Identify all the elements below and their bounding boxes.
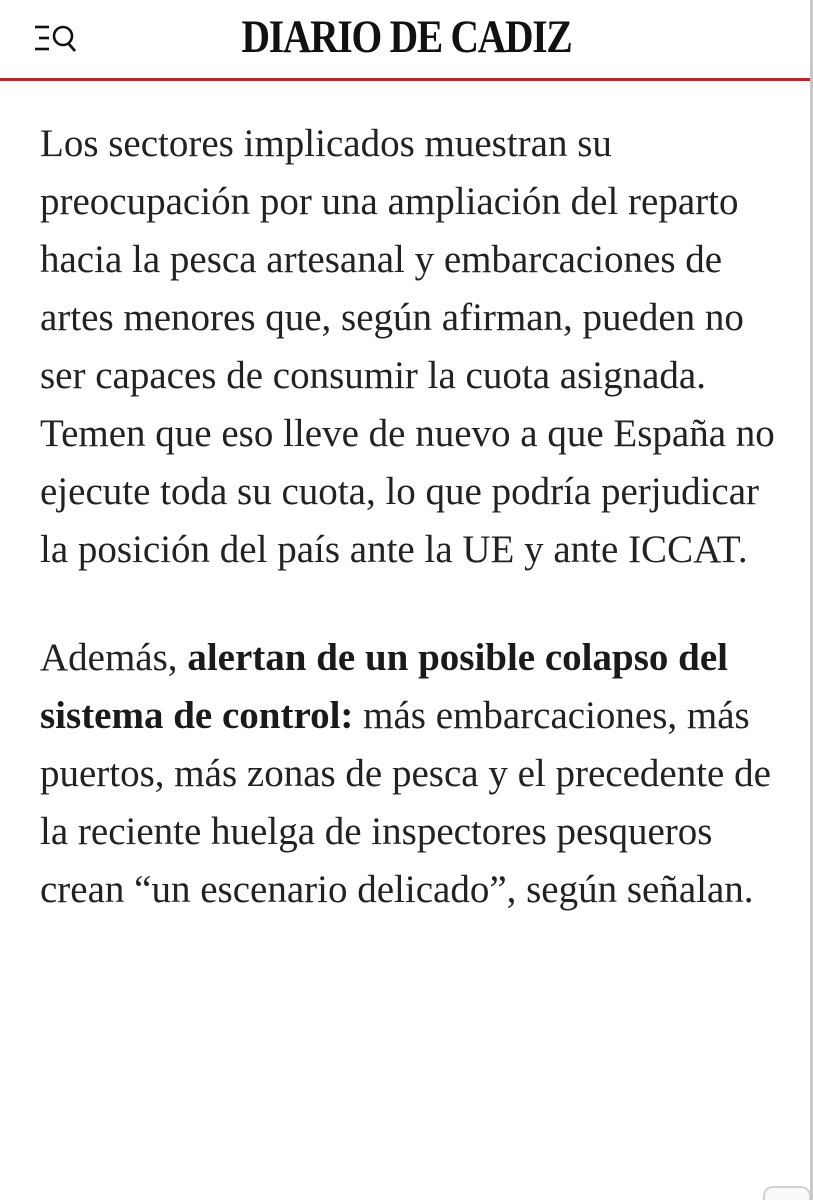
paragraph-rest: más embarcaciones, más puertos, más zonas de pesca y el precedente de la reciente huelga de inspectores pesqueros crean “un escenario delicado”, según señalan. (40, 694, 771, 911)
site-header (0, 0, 813, 82)
scroll-corner (763, 1186, 811, 1200)
paragraph-highlight: alertan de un posible colapso del sistema de control: (40, 636, 728, 737)
site-logo[interactable]: DIARIO DE CADIZ (241, 11, 572, 63)
article-body (40, 115, 785, 969)
header-divider (0, 78, 813, 81)
article-paragraph: Los sectores implicados muestran su preocupación por una ampliación del reparto hacia la pesca artesanal y embarcaciones de artes menores que, según afirman, pueden no ser capaces de consumir la cuota asignada. Temen que eso lleve de nuevo a que España no ejecute toda su cuota, lo que podría perjudicar la posición del país ante la UE y ante ICCAT. (40, 122, 775, 571)
paragraph-lead: Además, (40, 636, 188, 679)
article-paragraph (40, 629, 785, 919)
